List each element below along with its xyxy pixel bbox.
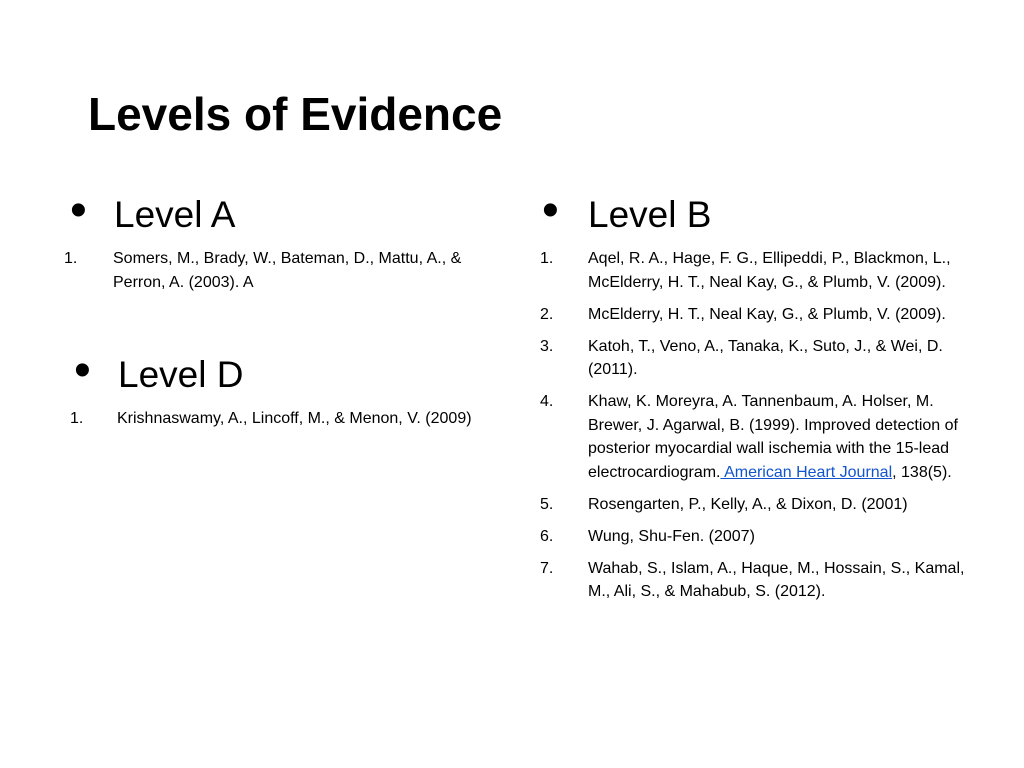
reference-text: Krishnaswamy, A., Lincoff, M., & Menon, V. (2009) [117,410,472,427]
reference-text: Wahab, S., Islam, A., Haque, M., Hossain, S., Kamal, M., Ali, S., & Mahabub, S. (2012). [588,559,965,600]
reference-item [540,390,980,484]
reference-number: 4. [540,393,554,410]
reference-item [64,247,484,294]
reference-number: 1. [64,250,78,267]
reference-number: 1. [70,410,84,427]
reference-text: Wung, Shu-Fen. (2007) [588,527,755,545]
bullet-icon: • [542,184,559,237]
reference-number: 6. [540,527,554,545]
reference-item [540,303,980,327]
reference-item [540,335,980,382]
reference-number: 3. [540,337,554,355]
reference-text-suffix: , 138(5). [892,463,952,481]
reference-item [540,493,980,517]
reference-number: 5. [540,495,554,513]
level-d-section [70,344,490,431]
reference-text: Aqel, R. A., Hage, F. G., Ellipeddi, P., Blackmon, L., McElderry, H. T., Neal Kay, G., & Plumb, V. (2009). [588,250,951,291]
reference-text: Somers, M., Brady, W., Bateman, D., Mattu, A., & Perron, A. (2003). A [113,250,462,291]
reference-text: Khaw, K. Moreyra, A. Tannenbaum, A. Holser, M. Brewer, J. Agarwal, B. (1999). Improved detection of posterior myocardial wall ischemia with the 15-lead electrocardiogram. [588,393,958,481]
level-b-section [540,184,980,612]
bullet-icon: • [70,184,87,237]
reference-number: 2. [540,305,554,323]
level-a-heading [64,184,484,237]
reference-text: McElderry, H. T., Neal Kay, G., & Plumb, V. (2009). [588,305,946,323]
level-a-reference-list [64,247,484,294]
level-d-heading-text: Level D [118,354,244,395]
level-b-heading [540,184,980,237]
level-a-section [64,184,484,294]
reference-number: 1. [540,250,554,267]
slide-title: Levels of Evidence [88,88,503,140]
level-d-reference-list [70,407,490,431]
level-b-reference-list [540,247,980,604]
level-d-heading [70,344,490,397]
reference-item [540,557,980,604]
bullet-icon: • [74,344,91,397]
american-heart-journal-link[interactable]: American Heart Journal [720,463,893,481]
reference-item [540,525,980,549]
reference-item [540,247,980,294]
reference-number: 7. [540,559,554,577]
reference-text: Katoh, T., Veno, A., Tanaka, K., Suto, J., & Wei, D. (2011). [588,337,943,378]
reference-text: Rosengarten, P., Kelly, A., & Dixon, D. (2001) [588,495,908,513]
level-b-heading-text: Level B [588,194,712,235]
level-a-heading-text: Level A [114,194,236,235]
reference-item [70,407,490,431]
